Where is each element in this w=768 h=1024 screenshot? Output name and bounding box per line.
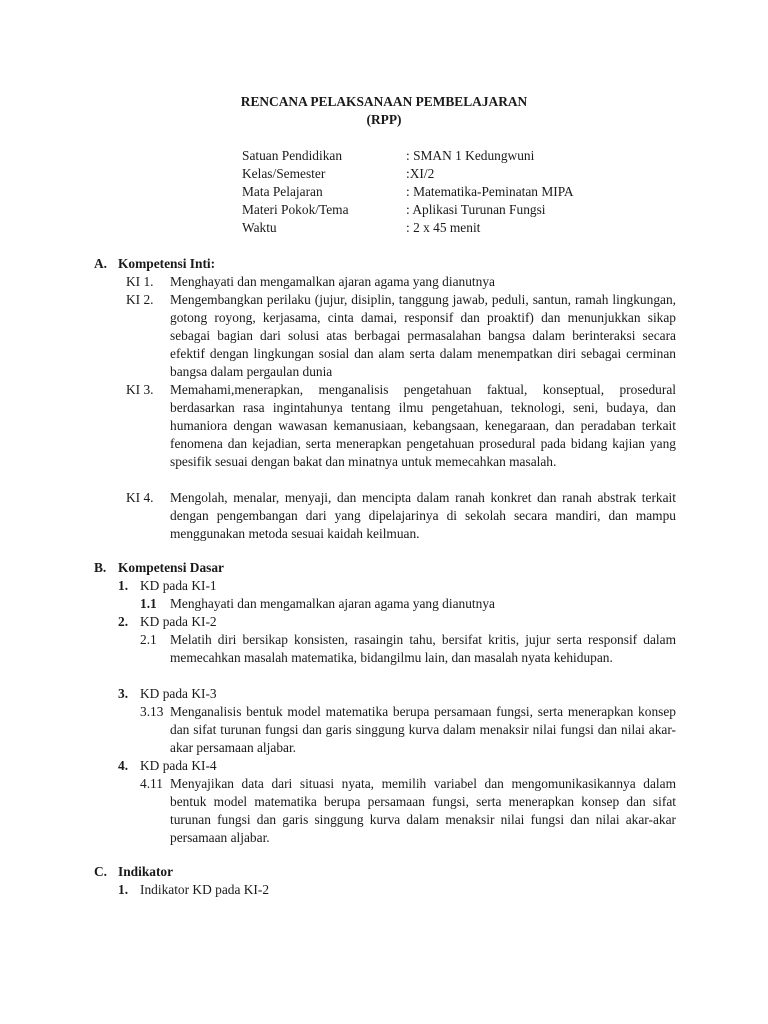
- kd-sub-text: Menghayati dan mengamalkan ajaran agama yang dianutnya: [170, 596, 495, 611]
- kd-group-heading: [118, 577, 217, 595]
- ki-number: KI 4.: [126, 490, 154, 505]
- section-b-heading: [94, 559, 224, 577]
- ki-text: Mengembangkan perilaku (jujur, disiplin, tanggung jawab, peduli, santun, ramah lingkungan, gotong royong, kerjasama, cinta damai, responsif dan proaktif) dan menunjukkan sikap sebagai bagian dari solusi atas berbagai permasalahan bangsa dalam berinteraksi secara efektif dengan lingkungan sosial dan alam serta dalam menempatkan diri sebagai cerminan bangsa dalam pergaulan dunia: [170, 292, 676, 379]
- info-value: : SMAN 1 Kedungwuni: [406, 148, 535, 163]
- info-label: Materi Pokok/Tema: [242, 202, 349, 217]
- info-label: Satuan Pendidikan: [242, 148, 343, 163]
- info-value: : 2 x 45 menit: [406, 220, 481, 235]
- kd-item: [140, 631, 676, 667]
- info-value: :XI/2: [406, 166, 435, 181]
- info-label: Kelas/Semester: [242, 166, 326, 181]
- kd-number: 1.: [118, 578, 129, 593]
- info-value: : Matematika-Peminatan MIPA: [406, 184, 574, 199]
- document-title: RENCANA PELAKSANAAN PEMBELAJARAN: [240, 94, 528, 109]
- kd-number: 4.: [118, 758, 129, 773]
- section-c-heading: [94, 863, 173, 881]
- kd-label: KD pada KI-4: [140, 758, 217, 773]
- section-title: Indikator: [118, 864, 174, 879]
- kd-group-heading: [118, 757, 217, 775]
- section-letter: C.: [94, 864, 108, 879]
- ki-text: Menghayati dan mengamalkan ajaran agama yang dianutnya: [170, 274, 495, 289]
- kd-item: [140, 775, 676, 847]
- kd-number: 2.: [118, 614, 129, 629]
- section-title: Kompetensi Dasar: [118, 560, 225, 575]
- info-label: Mata Pelajaran: [242, 184, 323, 199]
- document-subtitle: (RPP): [366, 112, 402, 127]
- kd-sub-number: 4.11: [140, 776, 163, 791]
- kd-label: KD pada KI-2: [140, 614, 217, 629]
- kd-label: KD pada KI-1: [140, 578, 217, 593]
- kd-sub-number: 2.1: [140, 632, 157, 647]
- ki-item: [126, 489, 676, 543]
- ki-item: [126, 291, 676, 381]
- kd-sub-text: Menyajikan data dari situasi nyata, memilih variabel dan mengomunikasikannya dalam bentuk model matematika berupa persamaan fungsi, serta menerapkan konsep dan sifat turunan fungsi dan garis singgung kurva dalam menaksir nilai fungsi dan nilai akar-akar persamaan aljabar.: [170, 776, 676, 845]
- kd-item: [140, 703, 676, 757]
- section-title: Kompetensi Inti:: [118, 256, 216, 271]
- kd-group-heading: [118, 613, 217, 631]
- section-a-heading: [94, 255, 215, 273]
- ki-item: [126, 273, 676, 291]
- info-label: Waktu: [242, 220, 277, 235]
- kd-sub-text: Menganalisis bentuk model matematika berupa persamaan fungsi, serta menerapkan konsep dan sifat turunan fungsi dan garis singgung kurva dalam menaksir nilai fungsi dan nilai akar-akar persamaan aljabar.: [170, 704, 676, 755]
- ki-text: Mengolah, menalar, menyaji, dan mencipta dalam ranah konkret dan ranah abstrak terkait dengan pengembangan dari yang dipelajarinya di sekolah secara mandiri, dan mampu menggunakan metoda sesuai kaidah keilmuan.: [170, 490, 676, 541]
- ki-number: KI 3.: [126, 382, 154, 397]
- ki-number: KI 1.: [126, 274, 154, 289]
- kd-group-heading: [118, 685, 217, 703]
- kd-number: 3.: [118, 686, 129, 701]
- indicator-label: Indikator KD pada KI-2: [140, 882, 270, 897]
- section-letter: A.: [94, 256, 108, 271]
- kd-sub-text: Melatih diri bersikap konsisten, rasaingin tahu, bersifat kritis, jujur serta responsif dalam memecahkan masalah matematika, bidangilmu lain, dan masalah nyata kehidupan.: [170, 632, 676, 665]
- indicator-heading: [118, 881, 269, 899]
- info-value: : Aplikasi Turunan Fungsi: [406, 202, 546, 217]
- kd-sub-number: 3.13: [140, 704, 164, 719]
- kd-item: [140, 595, 676, 613]
- indicator-number: 1.: [118, 882, 129, 897]
- kd-sub-number: 1.1: [140, 596, 157, 611]
- kd-label: KD pada KI-3: [140, 686, 217, 701]
- ki-text: Memahami,menerapkan, menganalisis pengetahuan faktual, konseptual, prosedural berdasarkan rasa ingintahunya tentang ilmu pengetahuan, teknologi, seni, budaya, dan humaniora dengan wawasan kemanusiaan, kebangsaan, kenegaraan, dan peradaban terkait fenomena dan kejadian, serta menerapkan pengetahuan prosedural pada bidang kajian yang spesifik sesuai dengan bakat dan minatnya untuk memecahkan masalah.: [170, 382, 676, 469]
- ki-item: [126, 381, 676, 471]
- ki-number: KI 2.: [126, 292, 154, 307]
- section-letter: B.: [94, 560, 107, 575]
